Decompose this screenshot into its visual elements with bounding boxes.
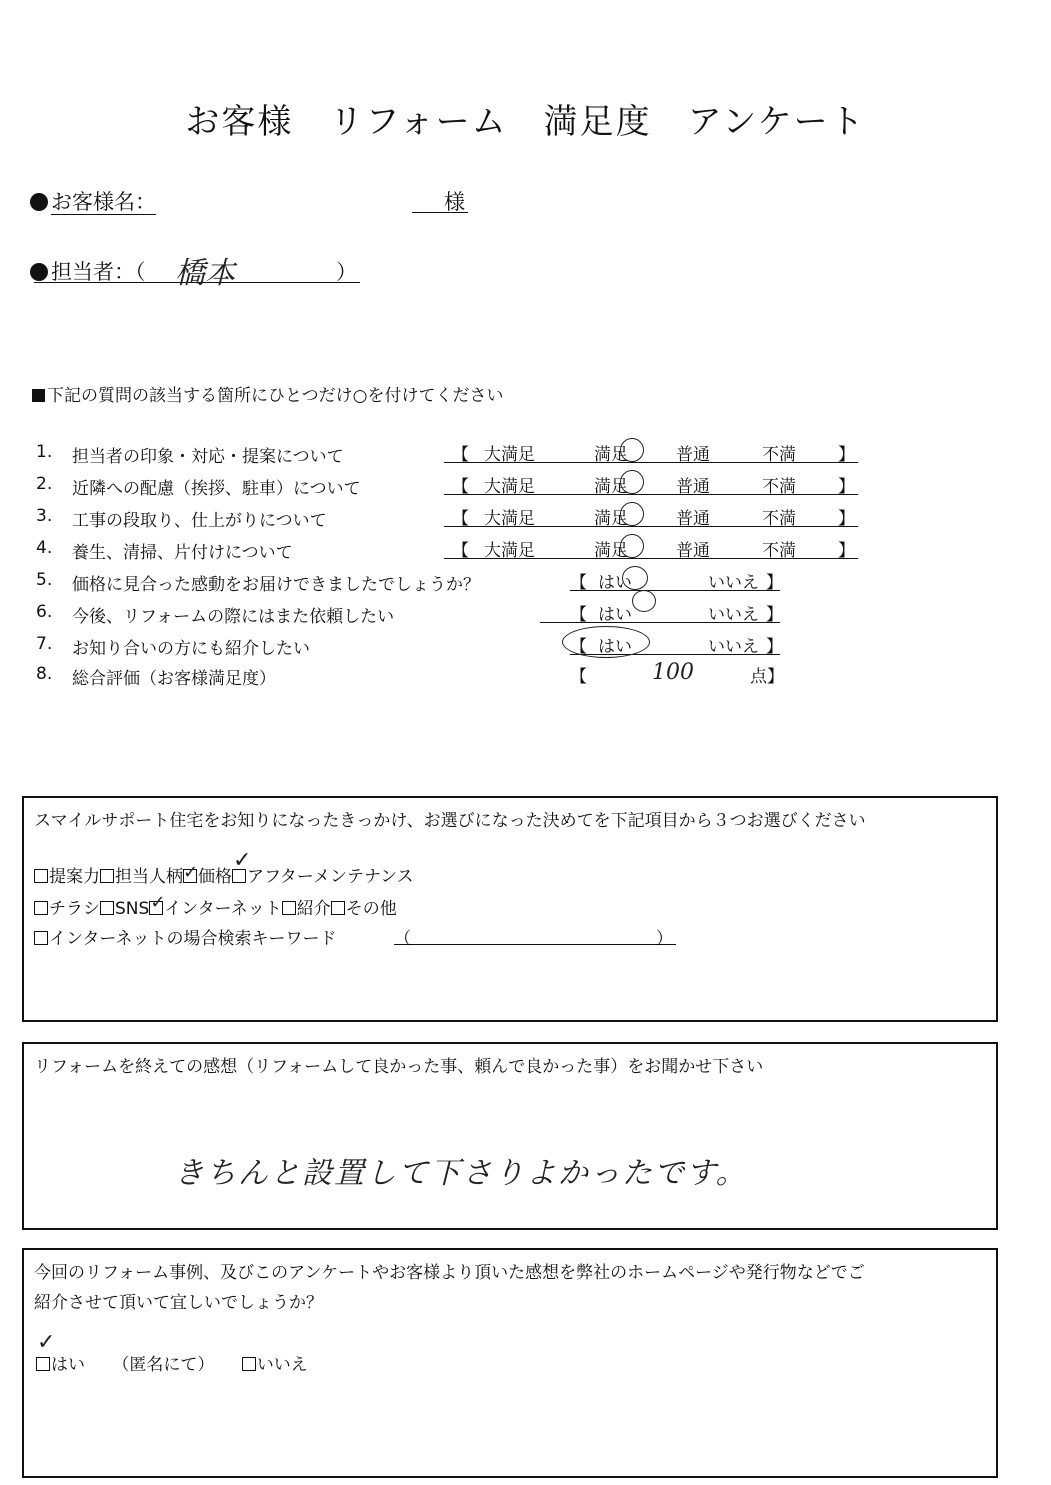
question-number: 4. — [36, 538, 53, 558]
checkbox[interactable] — [100, 869, 114, 883]
rating-scale: 【 大満足 満足 普通 不満 】 — [444, 536, 858, 559]
option-label: インターネット — [164, 899, 282, 919]
question-number: 5. — [36, 570, 53, 590]
customer-name-label: お客様名： — [51, 190, 156, 214]
keyword-row — [34, 924, 336, 949]
instruction-text: 下記の質問の該当する箇所にひとつだけ○を付けてください — [32, 381, 504, 406]
option-dai-manzoku[interactable]: 大満足 — [484, 445, 535, 465]
option-fuman[interactable]: 不満 — [762, 445, 796, 465]
option-no[interactable]: いいえ — [708, 573, 759, 593]
option-manzoku[interactable]: 満足 — [594, 477, 628, 497]
square-bullet-icon — [32, 389, 45, 402]
option-dai-manzoku[interactable]: 大満足 — [484, 509, 535, 529]
selection-circle — [620, 470, 644, 494]
checkbox[interactable] — [100, 901, 114, 915]
anonymous-label: （匿名にて） — [112, 1355, 215, 1375]
yes-no-choice: 【 はい いいえ 】 — [570, 632, 780, 655]
option-label: チラシ — [49, 899, 100, 919]
checkbox[interactable] — [34, 931, 48, 945]
question-number: 6. — [36, 602, 53, 622]
selection-circle — [620, 534, 644, 558]
checkbox[interactable] — [282, 901, 296, 915]
option-futsuu[interactable]: 普通 — [676, 445, 710, 465]
trigger-section — [22, 796, 998, 1022]
question-text: 養生、清掃、片付けについて — [72, 543, 293, 563]
option-futsuu[interactable]: 普通 — [676, 541, 710, 561]
option-label: 担当人柄 — [115, 867, 183, 887]
yes-no-choice: 【 はい いいえ 】 — [570, 568, 780, 591]
question-text: 近隣への配慮（挨拶、駐車）について — [72, 479, 361, 499]
option-futsuu[interactable]: 普通 — [676, 477, 710, 497]
option-label: 価格 — [198, 867, 232, 887]
customer-suffix: 様 — [444, 190, 465, 214]
option-manzoku[interactable]: 満足 — [594, 509, 628, 529]
option-no[interactable]: いいえ — [708, 605, 759, 625]
score-unit: 点】 — [750, 667, 784, 687]
customer-name-row — [30, 186, 156, 216]
selection-circle — [622, 566, 648, 590]
checkbox[interactable] — [34, 901, 48, 915]
permission-heading-line1: 今回のリフォーム事例、及びこのアンケートやお客様より頂いた感想を弊社のホームページや発行物などでご — [34, 1263, 865, 1283]
title-part: リフォーム — [329, 102, 508, 142]
option-label: 紹介 — [296, 899, 331, 919]
keyword-input[interactable]: （ ） — [394, 924, 676, 945]
question-number: 1. — [36, 442, 53, 462]
permission-options — [36, 1330, 308, 1375]
rating-scale: 【 大満足 満足 普通 不満 】 — [444, 472, 858, 495]
impression-section — [22, 1042, 998, 1230]
bullet-icon — [30, 193, 48, 211]
option-label: アフターメンテナンス — [247, 867, 414, 887]
option-yes[interactable]: はい — [598, 637, 632, 657]
option-fuman[interactable]: 不満 — [762, 509, 796, 529]
option-dai-manzoku[interactable]: 大満足 — [484, 477, 535, 497]
option-fuman[interactable]: 不満 — [762, 541, 796, 561]
checkbox-checked[interactable]: ✓ — [183, 862, 199, 883]
staff-close-paren: ） — [336, 260, 357, 284]
option-label: 提案力 — [49, 867, 100, 887]
title-part: 満足度 — [543, 102, 652, 142]
page-title — [0, 94, 1051, 143]
score-field: 【 100 点】 — [570, 660, 784, 687]
trigger-row-2 — [34, 894, 397, 919]
option-label: その他 — [345, 899, 397, 919]
selection-circle — [620, 502, 644, 526]
trigger-row-1 — [34, 848, 414, 887]
question-number: 3. — [36, 506, 53, 526]
staff-name-handwritten: 橋本 — [175, 256, 235, 291]
yes-no-choice: 【 はい いいえ 】 — [570, 600, 780, 623]
option-no[interactable]: いいえ — [708, 637, 759, 657]
question-text: お知り合いの方にも紹介したい — [72, 639, 310, 659]
checkbox-no[interactable] — [242, 1357, 256, 1371]
checkbox-checked[interactable]: ✓ — [150, 892, 166, 913]
rating-scale: 【 大満足 満足 普通 不満 】 — [444, 440, 858, 463]
selection-circle — [562, 626, 650, 658]
impression-handwritten-answer: きちんと設置して下さりよかったです。 — [174, 1156, 748, 1191]
question-number: 7. — [36, 634, 53, 654]
permission-heading-line2: 紹介させて頂いて宜しいでしょうか？ — [34, 1293, 323, 1313]
option-dai-manzoku[interactable]: 大満足 — [484, 541, 535, 561]
question-text: 担当者の印象・対応・提案について — [72, 447, 344, 467]
title-part: お客様 — [185, 102, 294, 142]
checkbox-yes-checked[interactable]: ✓ — [36, 1357, 50, 1371]
option-manzoku[interactable]: 満足 — [594, 445, 628, 465]
trigger-heading: スマイルサポート住宅をお知りになったきっかけ、お選びになった決めてを下記項目から３つお選びください — [34, 811, 866, 831]
question-number: 8. — [36, 664, 53, 684]
question-text: 工事の段取り、仕上がりについて — [72, 511, 327, 531]
score-handwritten: 100 — [652, 660, 694, 685]
question-number: 2. — [36, 474, 53, 494]
no-label: いいえ — [256, 1355, 308, 1375]
question-text: 価格に見合った感動をお届けできましたでしょうか？ — [72, 575, 480, 595]
impression-heading: リフォームを終えての感想（リフォームして良かった事、頼んで良かった事）をお聞かせ下さい — [34, 1057, 764, 1077]
option-futsuu[interactable]: 普通 — [676, 509, 710, 529]
question-text: 総合評価（お客様満足度） — [72, 669, 276, 689]
option-manzoku[interactable]: 満足 — [594, 541, 628, 561]
option-fuman[interactable]: 不満 — [762, 477, 796, 497]
checkbox[interactable] — [34, 869, 48, 883]
answer-underline — [540, 622, 570, 623]
rating-scale: 【 大満足 満足 普通 不満 】 — [444, 504, 858, 527]
permission-section — [22, 1248, 998, 1478]
selection-circle — [620, 438, 644, 462]
option-yes[interactable]: はい — [598, 605, 632, 625]
checkbox[interactable] — [331, 901, 345, 915]
selection-circle — [632, 590, 656, 612]
option-label: SNS — [115, 899, 150, 919]
option-yes[interactable]: はい — [598, 573, 632, 593]
title-part: アンケート — [687, 102, 866, 142]
keyword-label: インターネットの場合検索キーワード — [49, 929, 337, 949]
question-text: 今後、リフォームの際にはまた依頼したい — [72, 607, 395, 627]
yes-label: はい — [51, 1355, 85, 1375]
checkbox-checked[interactable]: ✓ — [232, 869, 246, 883]
staff-label: 担当者：（ — [51, 260, 146, 284]
bullet-icon — [30, 263, 48, 281]
